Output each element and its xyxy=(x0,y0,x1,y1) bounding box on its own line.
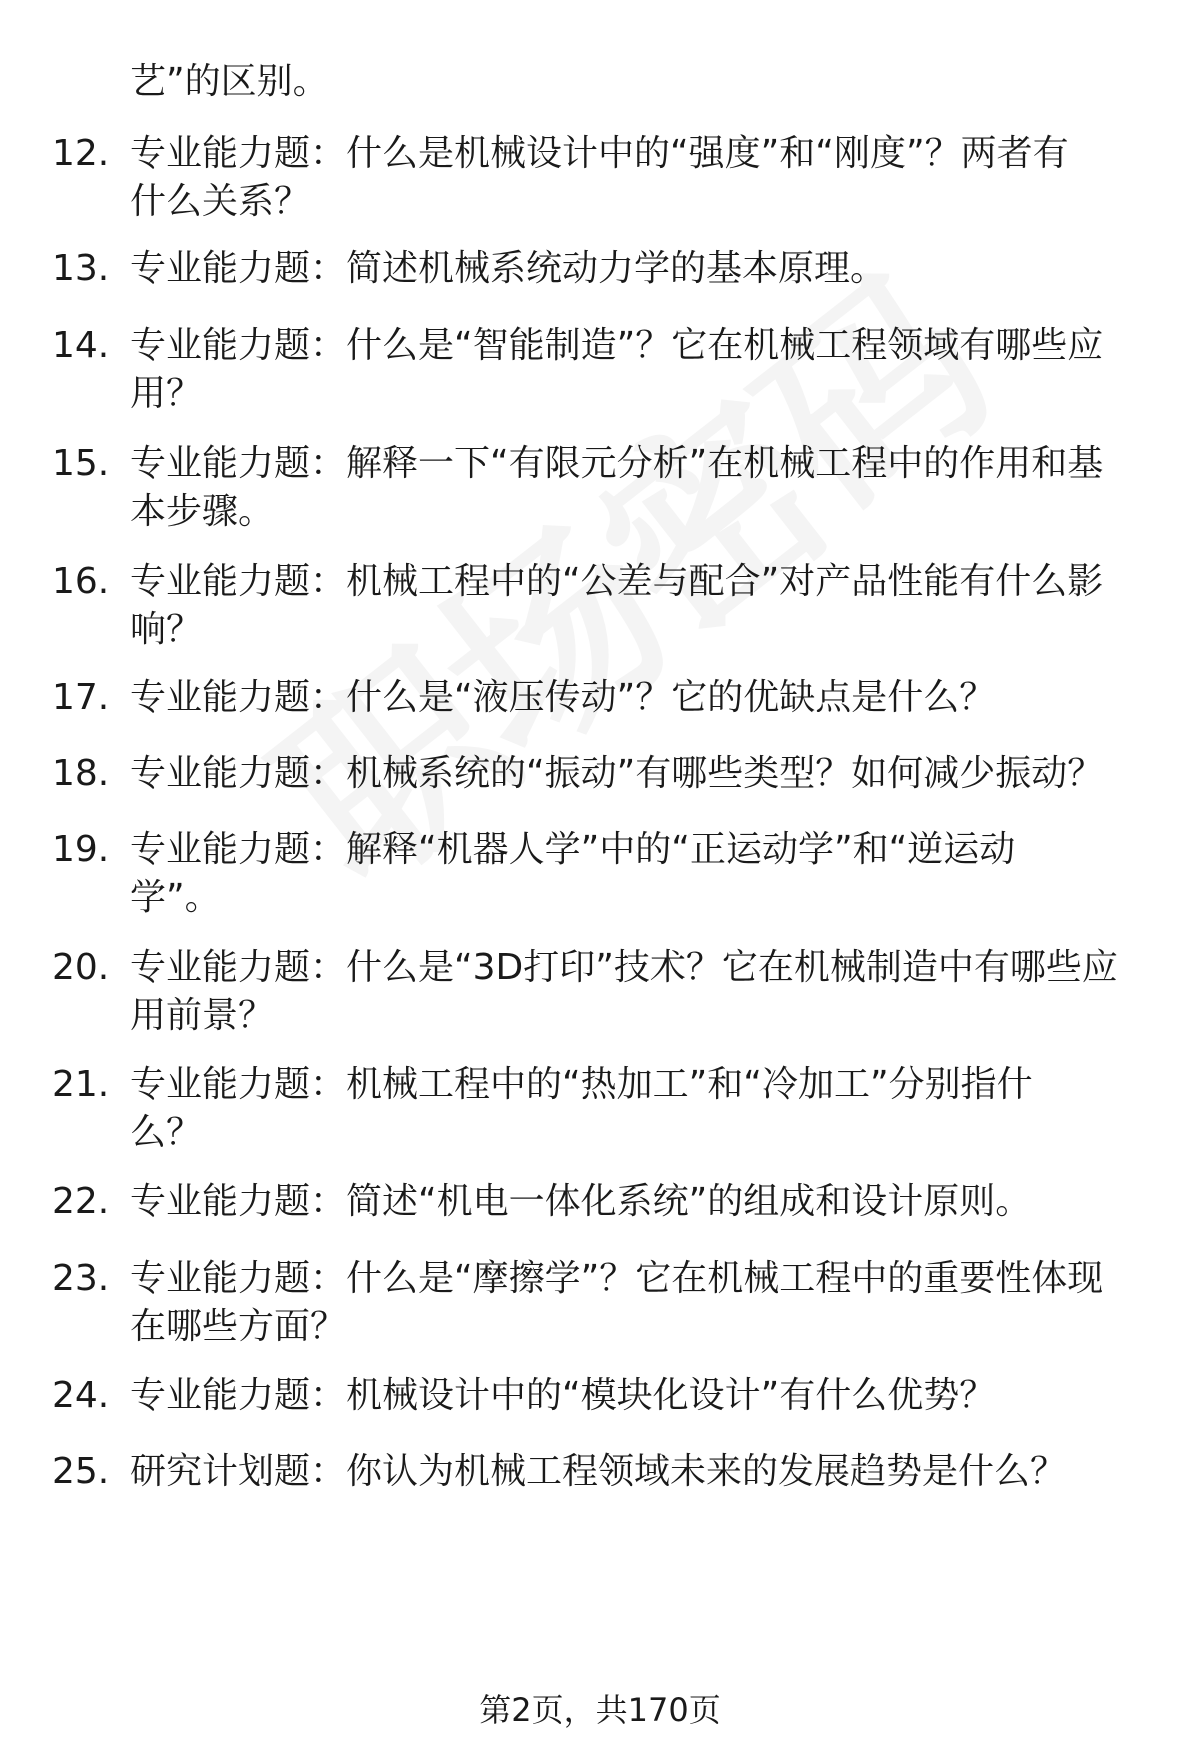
question-number: 21. xyxy=(52,1064,110,1105)
question-number: 22. xyxy=(52,1181,110,1222)
question-text: 研究计划题：你认为机械工程领域未来的发展趋势是什么？ xyxy=(130,1451,1067,1492)
question-number: 13. xyxy=(52,248,110,289)
question-number: 25. xyxy=(52,1451,110,1492)
question-text: 专业能力题：机械工程中的“公差与配合”对产品性能有什么影 响？ xyxy=(130,561,1104,650)
question-number: 12. xyxy=(52,133,110,174)
question-number: 20. xyxy=(52,947,110,988)
question-number: 14. xyxy=(52,325,110,366)
question-text: 专业能力题：什么是“智能制造”？它在机械工程领域有哪些应 用？ xyxy=(130,325,1104,414)
question-text: 专业能力题：机械工程中的“热加工”和“冷加工”分别指什 么？ xyxy=(130,1064,1033,1153)
question-text: 专业能力题：简述机械系统动力学的基本原理。 xyxy=(130,248,887,289)
question-text: 专业能力题：什么是“摩擦学”？它在机械工程中的重要性体现 在哪些方面？ xyxy=(130,1258,1104,1347)
question-number: 15. xyxy=(52,443,110,484)
page-footer: 第2页，共170页 xyxy=(479,1691,721,1729)
question-text: 专业能力题：解释一下“有限元分析”在机械工程中的作用和基 本步骤。 xyxy=(130,443,1104,532)
question-number: 17. xyxy=(52,677,110,718)
question-number: 18. xyxy=(52,753,110,794)
question-number: 19. xyxy=(52,829,110,870)
question-text: 专业能力题：简述“机电一体化系统”的组成和设计原则。 xyxy=(130,1181,1032,1222)
question-text: 专业能力题：机械系统的“振动”有哪些类型？如何减少振动？ xyxy=(130,753,1104,794)
question-text: 专业能力题：什么是“3D打印”技术？它在机械制造中有哪些应 用前景？ xyxy=(130,947,1118,1036)
question-text: 专业能力题：什么是机械设计中的“强度”和“刚度”？两者有 什么关系？ xyxy=(130,133,1069,222)
question-number: 23. xyxy=(52,1258,110,1299)
question-text: 专业能力题：什么是“液压传动”？它的优缺点是什么？ xyxy=(130,677,996,718)
continuation-text: 艺”的区别。 xyxy=(130,61,329,102)
question-number: 16. xyxy=(52,561,110,602)
question-text: 专业能力题：解释“机器人学”中的“正运动学”和“逆运动 学”。 xyxy=(130,829,1016,918)
question-text: 专业能力题：机械设计中的“模块化设计”有什么优势？ xyxy=(130,1375,996,1416)
question-number: 24. xyxy=(52,1375,110,1416)
